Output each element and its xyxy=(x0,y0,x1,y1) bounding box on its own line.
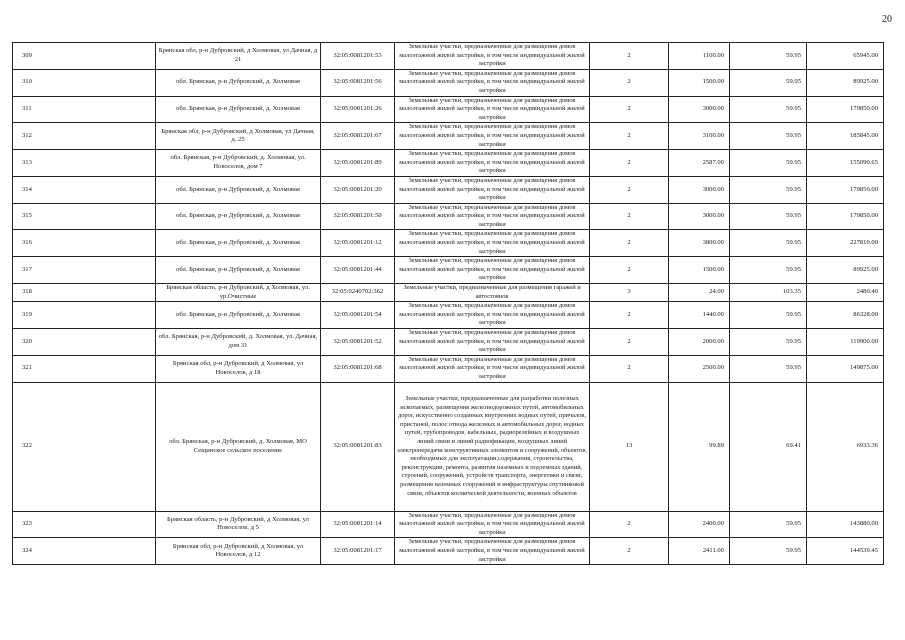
address-cell: Брянская обл, р-н Дубровский, д Холмовая, ул Дачная, д 21 xyxy=(156,43,321,70)
land-purpose-cell: Земельные участки, предназначенные для размещения домов малоэтажной жилой застройки, в том числе индивидуальной жилой застройки xyxy=(395,69,590,96)
land-purpose-cell: Земельные участки, предназначенные для размещения домов малоэтажной жилой застройки, в том числе индивидуальной жилой застройки xyxy=(395,302,590,329)
address-cell: Брянская обл, р-н Дубровский, д Холмовая, ул Дачная, д. 25 xyxy=(156,123,321,150)
purpose-group-cell: 2 xyxy=(590,96,669,123)
cadastral-value-cell: 65945.00 xyxy=(807,43,884,70)
cadastral-number-cell: 32:05:0081201:44 xyxy=(321,257,395,284)
cadastral-number-cell: 32:05:0081201:52 xyxy=(321,329,395,356)
table-row xyxy=(13,302,884,329)
area-cell: 1500.00 xyxy=(669,69,730,96)
cadastral-number-cell: 32:05:0081201:56 xyxy=(321,69,395,96)
row-number: 318 xyxy=(13,284,156,302)
table-row xyxy=(13,355,884,382)
purpose-group-cell: 13 xyxy=(590,382,669,511)
cadastral-value-cell: 89925.00 xyxy=(807,257,884,284)
table-row xyxy=(13,284,884,302)
cadastral-rate-cell: 59.95 xyxy=(730,96,807,123)
area-cell: 1100.00 xyxy=(669,43,730,70)
row-number: 313 xyxy=(13,150,156,177)
row-number: 309 xyxy=(13,43,156,70)
address-cell: обл. Брянская, р-н Дубровский, д. Холмовая, ул. Дачная, дом 31 xyxy=(156,329,321,356)
row-number: 320 xyxy=(13,329,156,356)
row-number: 317 xyxy=(13,257,156,284)
cadastral-value-cell: 185845.00 xyxy=(807,123,884,150)
area-cell: 99.89 xyxy=(669,382,730,511)
purpose-group-cell: 2 xyxy=(590,538,669,565)
cadastral-value-cell: 2480.40 xyxy=(807,284,884,302)
table-row xyxy=(13,382,884,511)
row-number: 314 xyxy=(13,176,156,203)
land-purpose-cell: Земельные участки, предназначенные для размещения домов малоэтажной жилой застройки, в том числе индивидуальной жилой застройки xyxy=(395,538,590,565)
row-number: 315 xyxy=(13,203,156,230)
address-cell: обл. Брянская, р-н Дубровский, д. Холмовая, МО Сещинское сельское поселение xyxy=(156,382,321,511)
land-purpose-cell: Земельные участки, предназначенные для размещения домов малоэтажной жилой застройки, в том числе индивидуальной жилой застройки xyxy=(395,230,590,257)
area-cell: 3000.00 xyxy=(669,203,730,230)
cadastral-value-cell: 179850.00 xyxy=(807,96,884,123)
address-cell: обл. Брянская, р-н Дубровский, д. Холмовая, ул. Новоселов, дом 7 xyxy=(156,150,321,177)
cadastral-number-cell: 32:05:0081201:50 xyxy=(321,203,395,230)
cadastral-number-cell: 32:05:0081201:14 xyxy=(321,511,395,538)
row-number: 311 xyxy=(13,96,156,123)
area-cell: 2500.00 xyxy=(669,355,730,382)
table-row xyxy=(13,538,884,565)
cadastral-value-cell: 179850.00 xyxy=(807,203,884,230)
cadastral-rate-cell: 59.95 xyxy=(730,69,807,96)
cadastral-number-cell: 32:05:0081201:17 xyxy=(321,538,395,565)
cadastral-number-cell: 32:05:0081201:26 xyxy=(321,96,395,123)
cadastral-value-cell: 6933.36 xyxy=(807,382,884,511)
address-cell: обл. Брянская, р-н Дубровский, д. Холмовая xyxy=(156,176,321,203)
cadastral-value-cell: 144539.45 xyxy=(807,538,884,565)
cadastral-value-cell: 179850.00 xyxy=(807,176,884,203)
purpose-group-cell: 2 xyxy=(590,230,669,257)
cadastral-value-cell: 227810.00 xyxy=(807,230,884,257)
table-row xyxy=(13,150,884,177)
land-purpose-cell: Земельные участки, предназначенные для размещения домов малоэтажной жилой застройки, в том числе индивидуальной жилой застройки xyxy=(395,203,590,230)
cadastral-number-cell: 32:05:0081201:12 xyxy=(321,230,395,257)
purpose-group-cell: 2 xyxy=(590,257,669,284)
land-registry-table xyxy=(12,42,884,565)
address-cell: обл. Брянская, р-н Дубровский, д. Холмовая xyxy=(156,230,321,257)
row-number: 316 xyxy=(13,230,156,257)
area-cell: 2411.00 xyxy=(669,538,730,565)
purpose-group-cell: 2 xyxy=(590,203,669,230)
cadastral-rate-cell: 59.95 xyxy=(730,511,807,538)
purpose-group-cell: 2 xyxy=(590,123,669,150)
table-row xyxy=(13,69,884,96)
row-number: 322 xyxy=(13,382,156,511)
cadastral-number-cell: 32:05:0081201:67 xyxy=(321,123,395,150)
area-cell: 1440.00 xyxy=(669,302,730,329)
row-number: 323 xyxy=(13,511,156,538)
cadastral-number-cell: 32:05:0081201:68 xyxy=(321,355,395,382)
table-row xyxy=(13,96,884,123)
cadastral-rate-cell: 103.35 xyxy=(730,284,807,302)
area-cell: 1500.00 xyxy=(669,257,730,284)
cadastral-rate-cell: 59.95 xyxy=(730,302,807,329)
land-purpose-cell: Земельные участки, предназначенные для разработки полезных ископаемых, размещения железнодорожных путей, автомобильных дорог, искусственно созданных внутренних водных путей, причалов, пристаней, полос отвода железных и автомобильных дорог, водных путей, трубопроводов, кабельных, радиорелейных и воздушных линий связи и линий радиофикации, воздушных линий электропередачи конструктивных элементов и сооружений, объектов, необходимых для эксплуатации,содержания, строительства, реконструкции, ремонта, развития наземных и подземных зданий, строений, сооружений, устройств транспорта, энергетики и связи; размещения наземных сооружений и инфраструктуры спутниковой связи, объектов космической деятельности, военных объектов xyxy=(395,382,590,511)
address-cell: обл. Брянская, р-н Дубровский, д. Холмовая xyxy=(156,203,321,230)
table-row xyxy=(13,230,884,257)
row-number: 319 xyxy=(13,302,156,329)
table-row xyxy=(13,176,884,203)
land-purpose-cell: Земельные участки, предназначенные для размещения домов малоэтажной жилой застройки, в том числе индивидуальной жилой застройки xyxy=(395,123,590,150)
table-body xyxy=(13,43,884,565)
purpose-group-cell: 2 xyxy=(590,69,669,96)
purpose-group-cell: 2 xyxy=(590,302,669,329)
table-row xyxy=(13,123,884,150)
cadastral-number-cell: 32:05:0081201:54 xyxy=(321,302,395,329)
cadastral-rate-cell: 59.95 xyxy=(730,329,807,356)
area-cell: 3800.00 xyxy=(669,230,730,257)
cadastral-rate-cell: 69.41 xyxy=(730,382,807,511)
row-number: 310 xyxy=(13,69,156,96)
cadastral-rate-cell: 59.95 xyxy=(730,203,807,230)
cadastral-value-cell: 86328.00 xyxy=(807,302,884,329)
area-cell: 2000.00 xyxy=(669,329,730,356)
page-number: 20 xyxy=(882,14,892,25)
land-purpose-cell: Земельные участки, предназначенные для размещения домов малоэтажной жилой застройки, в том числе индивидуальной жилой застройки xyxy=(395,43,590,70)
cadastral-number-cell: 32:05:0081201:53 xyxy=(321,43,395,70)
land-purpose-cell: Земельные участки, предназначенные для размещения домов малоэтажной жилой застройки, в том числе индивидуальной жилой застройки xyxy=(395,511,590,538)
purpose-group-cell: 2 xyxy=(590,355,669,382)
cadastral-rate-cell: 59.95 xyxy=(730,257,807,284)
address-cell: обл. Брянская, р-н Дубровский, д. Холмовая xyxy=(156,257,321,284)
purpose-group-cell: 2 xyxy=(590,150,669,177)
table-row xyxy=(13,203,884,230)
land-purpose-cell: Земельные участки, предназначенные для размещения домов малоэтажной жилой застройки, в том числе индивидуальной жилой застройки xyxy=(395,355,590,382)
address-cell: обл. Брянская, р-н Дубровский, д. Холмовая xyxy=(156,69,321,96)
address-cell: обл. Брянская, р-н Дубровский, д. Холмовая xyxy=(156,302,321,329)
cadastral-rate-cell: 59.95 xyxy=(730,355,807,382)
cadastral-rate-cell: 59.95 xyxy=(730,538,807,565)
land-purpose-cell: Земельные участки, предназначенные для размещения домов малоэтажной жилой застройки, в том числе индивидуальной жилой застройки xyxy=(395,150,590,177)
row-number: 324 xyxy=(13,538,156,565)
cadastral-rate-cell: 59.95 xyxy=(730,150,807,177)
purpose-group-cell: 2 xyxy=(590,329,669,356)
land-purpose-cell: Земельные участки, предназначенные для размещения гаражей и автостоянок xyxy=(395,284,590,302)
cadastral-value-cell: 89925.00 xyxy=(807,69,884,96)
cadastral-value-cell: 149875.00 xyxy=(807,355,884,382)
table-row xyxy=(13,257,884,284)
cadastral-number-cell: 32:05:0240702:362 xyxy=(321,284,395,302)
land-purpose-cell: Земельные участки, предназначенные для размещения домов малоэтажной жилой застройки, в том числе индивидуальной жилой застройки xyxy=(395,96,590,123)
table-row xyxy=(13,43,884,70)
cadastral-value-cell: 119900.00 xyxy=(807,329,884,356)
purpose-group-cell: 2 xyxy=(590,43,669,70)
purpose-group-cell: 2 xyxy=(590,511,669,538)
address-cell: Брянская область, р-н Дубровский, д Холмовая, ул Новоселов, д 5 xyxy=(156,511,321,538)
address-cell: Брянская обл, р-н Дубровский, д Холмовая, ул Новоселов, д 18 xyxy=(156,355,321,382)
row-number: 321 xyxy=(13,355,156,382)
area-cell: 2587.00 xyxy=(669,150,730,177)
cadastral-number-cell: 32:05:0081201:89 xyxy=(321,150,395,177)
address-cell: Брянская обл, р-н Дубровский, д Холмовая, ул Новоселов, д 12 xyxy=(156,538,321,565)
purpose-group-cell: 2 xyxy=(590,176,669,203)
area-cell: 3100.00 xyxy=(669,123,730,150)
land-purpose-cell: Земельные участки, предназначенные для размещения домов малоэтажной жилой застройки, в том числе индивидуальной жилой застройки xyxy=(395,257,590,284)
cadastral-rate-cell: 59.95 xyxy=(730,43,807,70)
area-cell: 3000.00 xyxy=(669,176,730,203)
land-purpose-cell: Земельные участки, предназначенные для размещения домов малоэтажной жилой застройки, в том числе индивидуальной жилой застройки xyxy=(395,176,590,203)
address-cell: Брянская область, р-н Дубровский, д Холмовая, ул. ур.Очистные xyxy=(156,284,321,302)
cadastral-number-cell: 32:05:0081201:20 xyxy=(321,176,395,203)
cadastral-rate-cell: 59.95 xyxy=(730,123,807,150)
area-cell: 24.00 xyxy=(669,284,730,302)
cadastral-rate-cell: 59.95 xyxy=(730,230,807,257)
land-purpose-cell: Земельные участки, предназначенные для размещения домов малоэтажной жилой застройки, в том числе индивидуальной жилой застройки xyxy=(395,329,590,356)
row-number: 312 xyxy=(13,123,156,150)
cadastral-value-cell: 155090.65 xyxy=(807,150,884,177)
cadastral-value-cell: 143880.00 xyxy=(807,511,884,538)
cadastral-number-cell: 32:05:0081201:83 xyxy=(321,382,395,511)
table-row xyxy=(13,329,884,356)
area-cell: 2400.00 xyxy=(669,511,730,538)
cadastral-rate-cell: 59.95 xyxy=(730,176,807,203)
purpose-group-cell: 3 xyxy=(590,284,669,302)
address-cell: обл. Брянская, р-н Дубровский, д. Холмовая xyxy=(156,96,321,123)
area-cell: 3000.00 xyxy=(669,96,730,123)
table-row xyxy=(13,511,884,538)
